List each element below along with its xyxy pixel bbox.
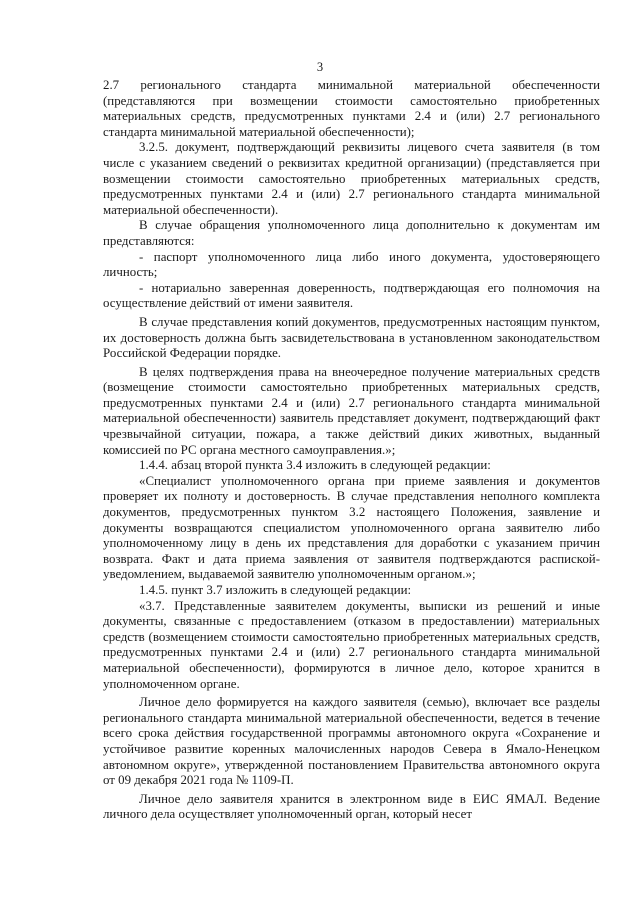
paragraph: Личное дело формируется на каждого заявителя (семью), включает все разделы регионального стандарта минимальной материальной обеспеченности, ведется в течение всего срока действия государственной программы автономного округа «Сохранение и устойчивое развитие коренных малочисленных народов Севера в Ямало-Ненецком автономном округе», утвержденной постановлением Правительства автономного округа от 09 декабря 2021 года № 1109-П. — [103, 695, 600, 788]
paragraph: 1.4.5. пункт 3.7 изложить в следующей редакции: — [139, 583, 412, 597]
paragraph: 1.4.4. абзац второй пункта 3.4 изложить в следующей редакции: — [139, 458, 491, 473]
document-body — [103, 78, 600, 823]
paragraph: В целях подтверждения права на внеочередное получение материальных средств (возмещение стоимости самостоятельно приобретенных материальных средств, предусмотренных пунктами 2.4 и (или) 2.7 регионального стандарта минимальной материальной обеспеченности) заявитель представляет документ, подтверждающий факт чрезвычайной ситуации, пожара, а также действий диких животных, выданный комиссией по РС органа местного самоуправления.»; — [103, 364, 600, 457]
paragraph: 3.2.5. документ, подтверждающий реквизиты лицевого счета заявителя (в том числе с указанием сведений о реквизитах кредитной организации) (представляется при возмещении стоимости самостоятельно приобретенных материальных средств, предусмотренных пунктами 2.4 и (или) 2.7 регионального стандарта минимальной материальной обеспеченности). — [103, 140, 600, 217]
paragraph: Личное дело заявителя хранится в электронном виде в ЕИС ЯМАЛ. Ведение личного дела осуществляет уполномоченный орган, который несет — [103, 791, 600, 822]
list-item: - паспорт уполномоченного лица либо иного документа, удостоверяющего личность; — [103, 249, 600, 280]
quoted-paragraph: «3.7. Представленные заявителем документы, выписки из решений и иные документы, связанные с предоставлением (отказом в предоставлении) материальных средств (возмещением стоимости самостоятельно приобретенных материальных средств, предусмотренных пунктами 2.4 и (или) 2.7 регионального стандарта минимальной материальной обеспеченности), формируются в личное дело, которое хранится в уполномоченном органе. — [103, 598, 600, 691]
page-number: 3 — [316, 60, 324, 74]
paragraph: В случае обращения уполномоченного лица дополнительно к документам им представляются: — [103, 218, 600, 248]
list-item: - нотариально заверенная доверенность, подтверждающая его полномочия на осуществление действий от имени заявителя. — [103, 280, 600, 311]
paragraph: 2.7 регионального стандарта минимальной материальной обеспеченности (представляются при возмещении стоимости самостоятельно приобретенных материальных средств, предусмотренных пунктами 2.4 и (или) 2.7 регионального стандарта минимальной материальной обеспеченности); — [103, 78, 600, 139]
paragraph: В случае представления копий документов, предусмотренных настоящим пунктом, их достоверность должна быть засвидетельствована в установленном законодательством Российской Федерации порядке. — [103, 314, 600, 361]
quoted-paragraph: «Специалист уполномоченного органа при приеме заявления и документов проверяет их полноту и достоверность. В случае представления неполного комплекта документов, предусмотренных пунктом 3.2 настоящего Положения, заявление и документы возвращаются специалистом уполномоченного органа заявителю либо уполномоченному лицу в день их представления для доработки с указанием причин возврата. Факт и дата приема заявления от заявителя подтверждаются распиской-уведомлением, выдаваемой заявителю уполномоченным органом.»; — [103, 473, 600, 582]
